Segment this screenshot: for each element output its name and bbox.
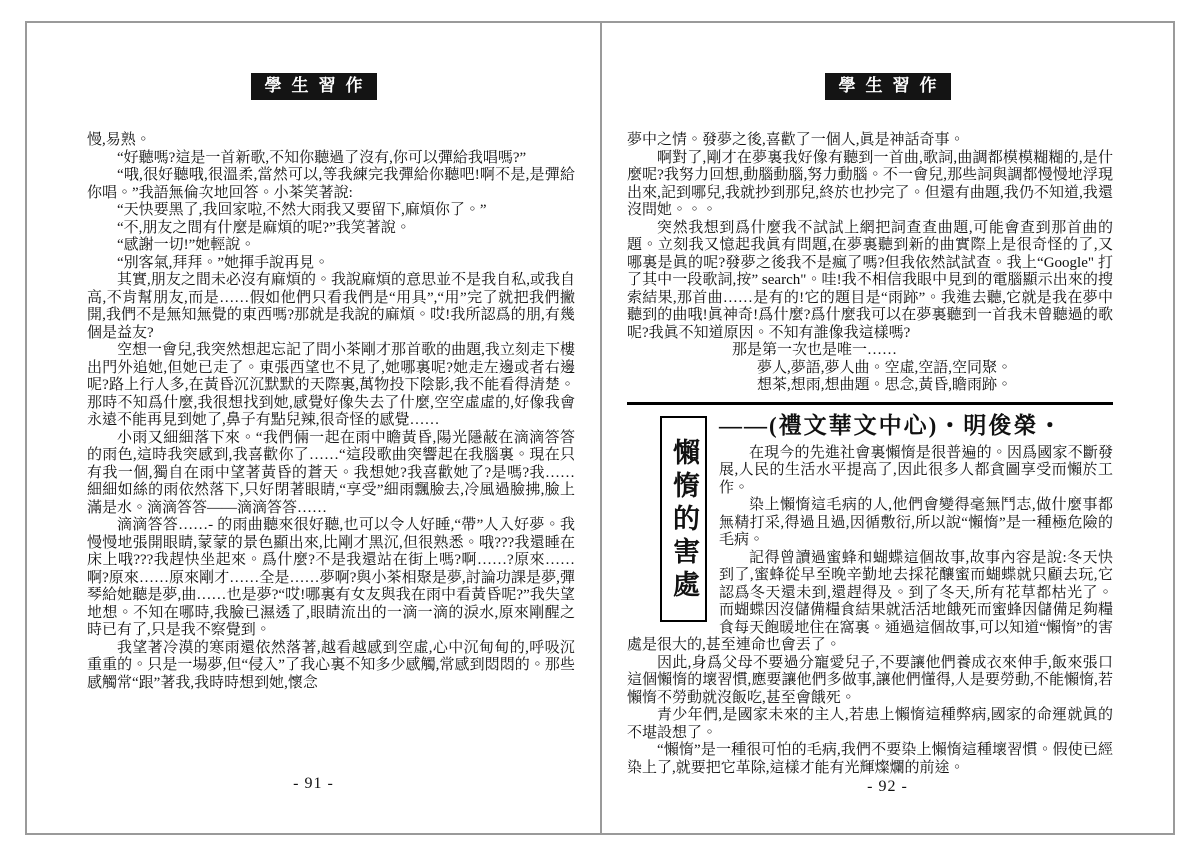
dialogue-line: “好聽嗎?這是一首新歌,不知你聽過了沒有,你可以彈給我唱嗎?” [117,149,527,166]
story-closing-line: 那是第一次也是唯一…… [732,342,898,358]
page-left [27,23,602,833]
poem-line: 想茶,想雨,想曲題。思念,黃昏,瞻雨跡。 [757,377,1013,393]
section-divider [627,402,1113,405]
essay-section [627,410,1113,778]
right-header-badge: 學生習作 [825,73,951,100]
story-paragraph: 我望著冷漠的寒雨還依然落著,越看越感到空虛,心中沉甸甸的,呼吸沉重重的。只是一場夢,但“侵入”了我心裏不知多少感觸,常感到悶悶的。那些感觸常“跟”著我,我時時想到她,懷念 [87,639,575,691]
essay-paragraph: 因此,身爲父母不要過分寵愛兒子,不要讓他們養成衣來伸手,飯來張口這個懶惰的壞習慣,應要讓他們多做事,讓他們懂得,人是要勞動,不能懶惰,若懶惰不勞動就沒飯吃,甚至會餓死。 [627,654,1113,706]
book-spread [25,21,1175,835]
poem-line: 夢人,夢語,夢人曲。空虛,空語,空同聚。 [757,359,1013,376]
right-page-header [602,73,1173,100]
dialogue-line: “不,朋友之間有什麼是麻煩的呢?”我笑著說。 [117,219,411,236]
page-right [602,23,1173,833]
story-paragraph: 其實,朋友之間未必沒有麻煩的。我說麻煩的意思並不是我自私,或我自高,不肯幫朋友,而是……假如他們只看我們是“用具”,“用”完了就把我們撇開,我們不是無知無覺的東西嗎?那就是我說的麻煩。哎!我所認爲的朋,有幾個是益友? [87,272,575,341]
story-paragraph: 啊對了,剛才在夢裏我好像有聽到一首曲,歌詞,曲調都模模糊糊的,是什麼呢?我努力回想,動腦動腦,努力動腦。不一會兒,那些詞與調都慢慢地浮現出來,記到哪兒,我就抄到那兒,終於也抄完了。但還有曲題,我仍不知道,我還沒問她。。。 [627,149,1113,218]
story-paragraph: 小雨又細細落下來。“我們倆一起在雨中瞻黃昏,陽光隱蔽在滴滴答答的雨色,這時我突感到,我喜歡你了……“這段歌曲突響起在我腦裏。現在只有我一個,獨自在雨中望著黃昏的蒼天。我想她?我喜歡她了?是嗎?我……細細如絲的雨依然落下,只好閉著眼睛,“享受”細雨飄臉去,冷風過臉拂,臉上滿是水。滴滴答答——滴滴答答…… [87,429,575,516]
right-text-column [602,23,1173,777]
story-paragraph: 突然我想到爲什麼我不試試上網把詞查查曲題,可能會查到那首曲的題。立刻我又憶起我眞有問題,在夢裏聽到新的曲實際上是很奇怪的了,又哪裏是眞的呢?發夢之後我不是瘋了嗎?但我依然試試查。我上“Google" 打了其中一段歌詞,按” search"。哇!我不相信我眼中見到的電腦顯示出來的搜索結果,那首曲……是有的!它的題目是“雨跡”。我進去聽,它就是我在夢中聽到的曲哦!眞神奇!爲什麼?爲什麼我可以在夢裏聽到一首我未曾聽過的歌呢?我眞不知道原因。不知有誰像我這樣嗎? [627,219,1113,341]
story-paragraph: 慢,易熟。 [87,132,151,148]
left-header-badge: 學生習作 [251,73,377,100]
page-number: - 92 - [867,778,908,795]
left-page-header [27,73,600,100]
dialogue-line: “別客氣,拜拜。”她揮手說再見。 [117,254,330,271]
dialogue-line: “哦,很好聽哦,很溫柔,當然可以,等我練完我彈給你聽吧!啊不是,是彈給你唱。”我語無倫次地回答。小茶笑著說: [87,167,575,201]
page-number: - 91 - [293,775,334,792]
essay-byline: ——(禮文華文中心)・明俊榮・ [719,412,1064,438]
essay-paragraph: “懶惰”是一種很可怕的毛病,我們不要染上懶惰這種壞習慣。假使已經染上了,就要把它革除,這樣才能有光輝燦爛的前途。 [627,742,1113,776]
essay-paragraph: 在現今的先進社會裏懶惰是很普遍的。因爲國家不斷發展,人民的生活水平提高了,因此很多人都貪圖享受而懶於工作。 [719,444,1113,496]
dialogue-line: “天快要黑了,我回家啦,不然大雨我又要留下,麻煩你了。” [117,202,487,218]
story-paragraph: 夢中之情。發夢之後,喜歡了一個人,眞是神話奇事。 [627,132,965,148]
essay-paragraph: 記得曾讀過蜜蜂和蝴蝶這個故事,故事內容是說:冬天快到了,蜜蜂從早至晚辛勤地去採花釀蜜而蝴蝶就只顧去玩,它認爲冬天還未到,還趕得及。到了冬天,所有花草都枯光了。而蝴蝶因沒儲備糧食結果就活活地餓死而蜜蜂因儲備足夠糧食每天飽暖地住在窩裏。通過這個故事,可以知道“懶惰”的害處是很大的,甚至連命也會丟了。 [627,549,1113,653]
essay-title-box: 懶惰的害處 [660,416,707,622]
story-paragraph: 空想一會兒,我突然想起忘記了問小茶剛才那首歌的曲題,我立刻走下樓出門外追她,但她已走了。東張西望也不見了,她哪裏呢?她走左邊或者右邊呢?路上行人多,在黃昏沉沉默默的天際裏,萬物投下陰影,我不能看得清楚。那時不知爲什麼,我很想找到她,感覺好像失去了什麼,空空虛虛的,好像我會永遠不能再見到她了,鼻子有點兒辣,很奇怪的感覺…… [87,342,575,428]
left-text-column [27,23,600,692]
essay-paragraph: 染上懶惰這毛病的人,他們會變得毫無鬥志,做什麼事都無精打采,得過且過,因循敷衍,所以說“懶惰”是一種極危險的毛病。 [719,497,1113,548]
essay-paragraph: 青少年們,是國家未來的主人,若患上懶惰這種弊病,國家的命運就眞的不堪設想了。 [627,707,1113,741]
story-paragraph: 滴滴答答……- 的雨曲聽來很好聽,也可以令人好睡,“帶”人入好夢。我慢慢地張開眼睛,蒙蒙的景色顯出來,比剛才黑沉,但很熟悉。哦???我還睡在床上哦???我趕快坐起來。爲什麼?不是我還站在街上嗎?啊……?原來……啊?原來……原來剛才……全是……夢啊?與小茶相聚是夢,討論功課是夢,彈琴給她聽是夢,曲……也是夢?“哎!哪裏有女友與我在雨中看黃昏呢?”我失望地想。不知在哪時,我臉已濕透了,眼睛流出的一滴一滴的淚水,原來剛醒之時已有了,只是我不察覺到。 [87,517,575,638]
dialogue-line: “感謝一切!”她輕說。 [117,237,256,253]
